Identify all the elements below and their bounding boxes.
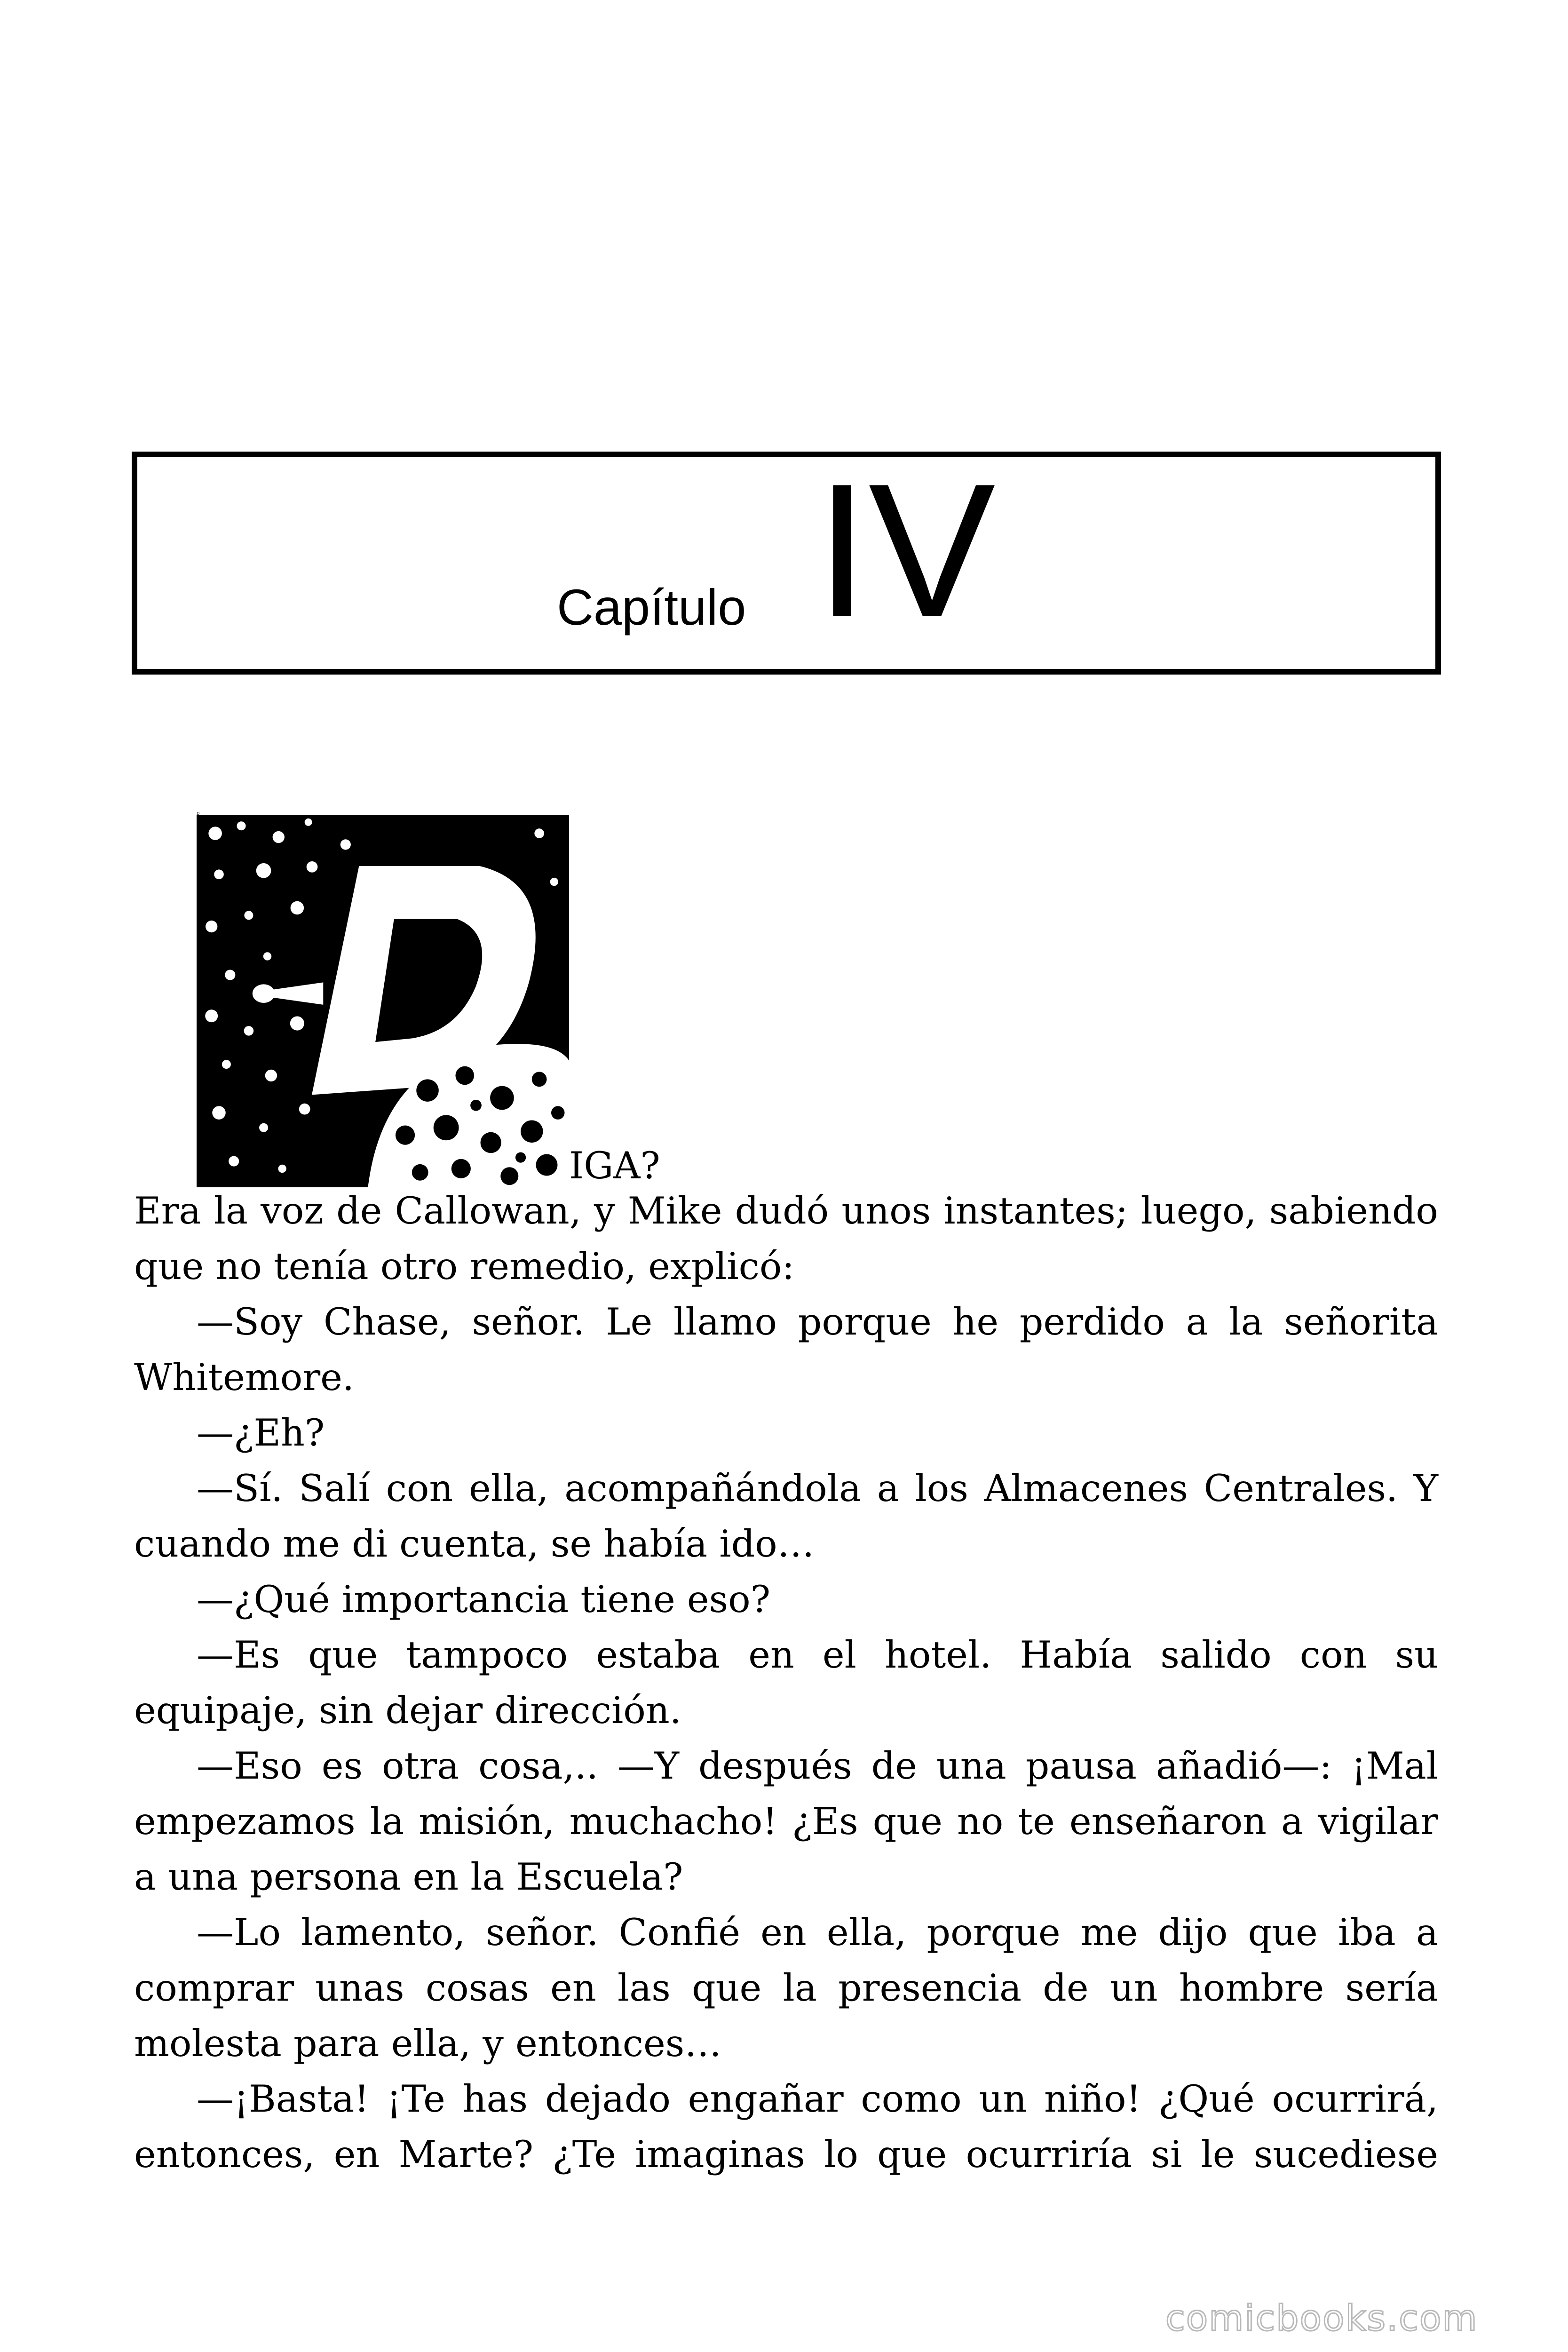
paragraph: —Soy Chase, señor. Le llamo porque he perdido a la señorita Whitemore. — [134, 1300, 1438, 1399]
paragraph: —Eso es otra cosa,.. —Y después de una pausa añadió—: ¡Mal empezamos la misión, muchacho! ¿Es que no te enseñaron a vigilar a una persona en la Escuela? — [134, 1744, 1438, 1899]
chapter-number: IV — [816, 444, 996, 657]
paragraph: —¿Qué importancia tiene eso? — [197, 1578, 771, 1621]
drop-cap-illustration — [197, 811, 569, 1187]
paragraph: —Lo lamento, señor. Confié en ella, porque me dijo que iba a comprar unas cosas en las que la presencia de un hombre sería molesta para ella, y entonces… — [134, 1911, 1438, 2065]
paragraph: —Es que tampoco estaba en el hotel. Había salido con su equipaje, sin dejar dirección. — [134, 1633, 1438, 1732]
drop-cap-letter: D — [197, 811, 200, 816]
chapter-heading-box — [132, 444, 1441, 675]
drop-cap-tail: IGA? — [569, 1144, 660, 1187]
paragraph: Era la voz de Callowan, y Mike dudó unos instantes; luego, sabiendo que no tenía otro remedio, explicó: — [134, 1189, 1438, 1288]
paragraph: —Sí. Salí con ella, acompañándola a los Almacenes Centrales. Y cuando me di cuenta, se había ido… — [134, 1467, 1438, 1565]
body-text — [134, 1183, 1438, 2182]
paragraph: —¡Basta! ¡Te has dejado engañar como un niño! ¿Qué ocurrirá, entonces, en Marte? ¿Te imaginas lo que ocurriría si le sucediese — [134, 2077, 1438, 2176]
paragraph: —¿Eh? — [197, 1411, 325, 1454]
chapter-label: Capítulo — [557, 579, 746, 636]
watermark: comicbooks.com — [1165, 2297, 1478, 2339]
